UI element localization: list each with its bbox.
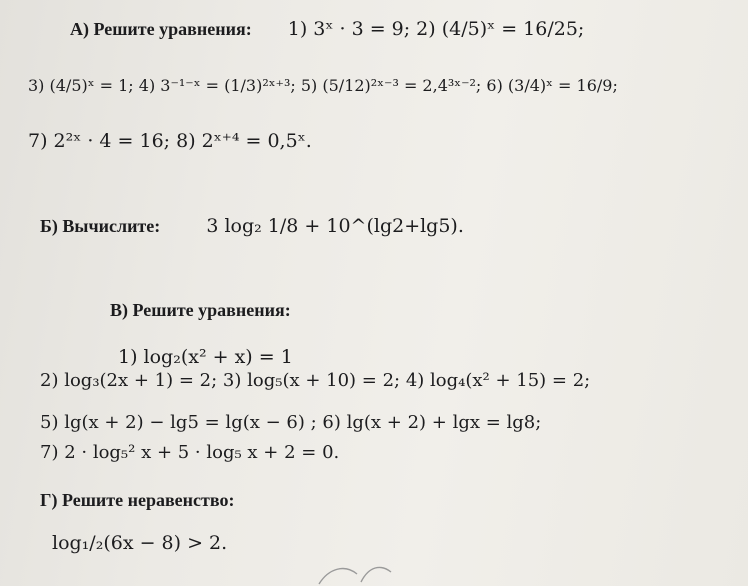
section-v-heading: В) Решите уравнения: <box>110 300 291 320</box>
section-g-heading: Г) Решите неравенство: <box>40 490 235 510</box>
equations-a-3-6: 3) (4/5)ˣ = 1; 4) 3⁻¹⁻ˣ = (1/3)²ˣ⁺³; 5) (5/12)²ˣ⁻³ = 2,4³ˣ⁻²; 6) (3/4)ˣ = 16/9; <box>28 76 618 95</box>
bleed-through-text <box>360 118 364 134</box>
section-a-heading: А) Решите уравнения: <box>70 19 252 39</box>
log-equation-1: 1) log₂(x² + x) = 1 <box>118 346 293 368</box>
log-equations-2-4: 2) log₃(2x + 1) = 2; 3) log₅(x + 10) = 2; 4) log₄(x² + 15) = 2; <box>40 370 591 391</box>
equation-a-1-2: 1) 3ˣ · 3 = 9; 2) (4/5)ˣ = 16/25; <box>287 18 585 40</box>
section-b-line <box>40 215 464 237</box>
log-inequality: log₁/₂(6x − 8) > 2. <box>52 532 228 554</box>
pencil-scribble-mark <box>315 560 395 586</box>
compute-expression: 3 log₂ 1/8 + 10^(lg2+lg5). <box>206 215 464 237</box>
section-a-line-1 <box>70 18 740 40</box>
log-equations-5-6: 5) lg(x + 2) − lg5 = lg(x − 6) ; 6) lg(x + 2) + lgx = lg8; <box>40 412 542 433</box>
equations-a-7-8: 7) 2²ˣ · 4 = 16; 8) 2ˣ⁺⁴ = 0,5ˣ. <box>28 130 312 152</box>
section-b-heading: Б) Вычислите: <box>40 216 161 236</box>
log-equation-7: 7) 2 · log₅² x + 5 · log₅ x + 2 = 0. <box>40 442 340 463</box>
